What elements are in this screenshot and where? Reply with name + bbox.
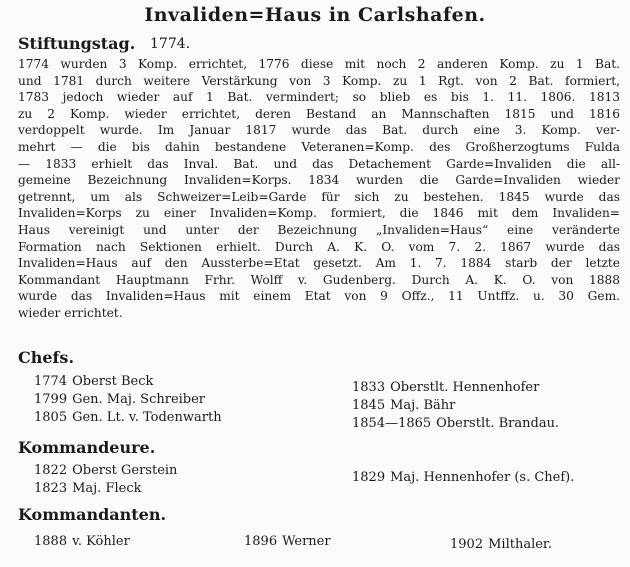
history-line: Formation nach Sektionen erhielt. Durch A. K. O. vom 7. 2. 1867 wurde das <box>18 239 620 254</box>
stiftungstag-year: 1774. <box>150 36 191 52</box>
history-line: zu 2 Komp. wieder errichtet, deren Bestand an Mannschaften 1815 und 1816 <box>18 106 620 121</box>
stiftungstag-heading: Stiftungstag. <box>18 34 136 53</box>
chef-entry <box>34 392 205 407</box>
history-line: Invaliden=Haus auf den Aussterbe=Etat gesetzt. Am 1. 7. 1884 starb der letzte <box>18 256 620 271</box>
history-line: Haus vereinigt und unter der Bezeichnung „Invaliden=Haus“ eine veränderte <box>18 222 620 237</box>
history-line: wieder errichtet. <box>18 305 123 320</box>
chef-name: Gen. Lt. v. Todenwarth <box>72 410 222 425</box>
kommandeur-name: Oberst Gerstein <box>72 463 178 478</box>
chef-entry <box>352 398 455 413</box>
history-line: gemeine Bezeichnung Invaliden=Korps. 1834 wurden die Garde=Invaliden wieder <box>18 173 620 188</box>
kommandant-name: Milthaler. <box>488 537 552 552</box>
kommandeur-year: 1823 <box>34 481 68 496</box>
chef-entry <box>34 410 222 425</box>
kommandant-year: 1902 <box>450 537 484 552</box>
kommandeur-year: 1829 <box>352 470 386 485</box>
chef-name: Maj. Bähr <box>390 398 456 413</box>
chef-entry <box>352 416 559 431</box>
chef-entry <box>352 380 539 395</box>
history-line: 1774 wurden 3 Komp. errichtet, 1776 diese mit noch 2 anderen Komp. zu 1 Bat. <box>18 57 620 71</box>
history-line: Kommandant Hauptmann Frhr. Wolff v. Gudenberg. Durch A. K. O. von 1888 <box>18 272 620 287</box>
history-line: verdoppelt wurde. Im Januar 1817 wurde das Bat. durch eine 3. Komp. ver- <box>18 123 620 138</box>
chef-name: Gen. Maj. Schreiber <box>72 392 206 407</box>
chef-year: 1774 <box>34 374 68 389</box>
history-line: — 1833 erhielt das Inval. Bat. und das Detachement Garde=Invaliden die all- <box>18 156 620 171</box>
kommandant-name: Werner <box>282 534 331 549</box>
chef-year: 1845 <box>352 398 386 413</box>
kommandeur-entry <box>352 470 574 485</box>
history-line: und 1781 durch weitere Verstärkung von 3 Komp. zu 1 Rgt. von 2 Bat. formiert, <box>18 73 620 88</box>
kommandant-year: 1888 <box>34 534 68 549</box>
kommandeur-entry <box>34 463 177 478</box>
history-line: wurde das Invaliden=Haus mit einem Etat von 9 Offz., 11 Untffz. u. 30 Gem. <box>18 289 620 304</box>
kommandeur-name: Maj. Fleck <box>72 481 142 496</box>
kommandeur-year: 1822 <box>34 463 68 478</box>
history-paragraph <box>18 56 620 322</box>
chef-year: 1854—1865 <box>352 416 432 431</box>
history-line: Invaliden=Korps zu einer Invaliden=Komp. formiert, die 1846 mit dem Invaliden= <box>18 206 620 221</box>
kommandeure-heading: Kommandeure. <box>18 438 156 457</box>
kommandanten-heading: Kommandanten. <box>18 505 167 524</box>
history-line: getrennt, um als Schweizer=Leib=Garde für sich zu bestehen. 1845 wurde das <box>18 189 620 204</box>
kommandant-entry <box>244 534 331 549</box>
chef-year: 1833 <box>352 380 386 395</box>
kommandant-entry <box>34 534 130 549</box>
kommandant-entry <box>450 537 552 552</box>
kommandant-year: 1896 <box>244 534 278 549</box>
chef-entry <box>34 374 153 389</box>
chef-name: Oberstlt. Hennenhofer <box>390 380 540 395</box>
chefs-heading: Chefs. <box>18 348 75 367</box>
chef-name: Oberstlt. Brandau. <box>436 416 560 431</box>
chef-name: Oberst Beck <box>72 374 154 389</box>
history-line: 1783 jedoch wieder auf 1 Bat. vermindert; so blieb es bis 1. 11. 1806. 1813 <box>18 90 620 105</box>
kommandeur-name: Maj. Hennenhofer (s. Chef). <box>390 470 575 485</box>
page-title: Invaliden=Haus in Carlshafen. <box>144 4 486 26</box>
kommandeur-entry <box>34 481 141 496</box>
chef-year: 1799 <box>34 392 68 407</box>
chef-year: 1805 <box>34 410 68 425</box>
kommandant-name: v. Köhler <box>72 534 130 549</box>
history-line: mehrt — die bis dahin bestandene Veteranen=Komp. des Großherzogtums Fulda <box>18 139 620 154</box>
